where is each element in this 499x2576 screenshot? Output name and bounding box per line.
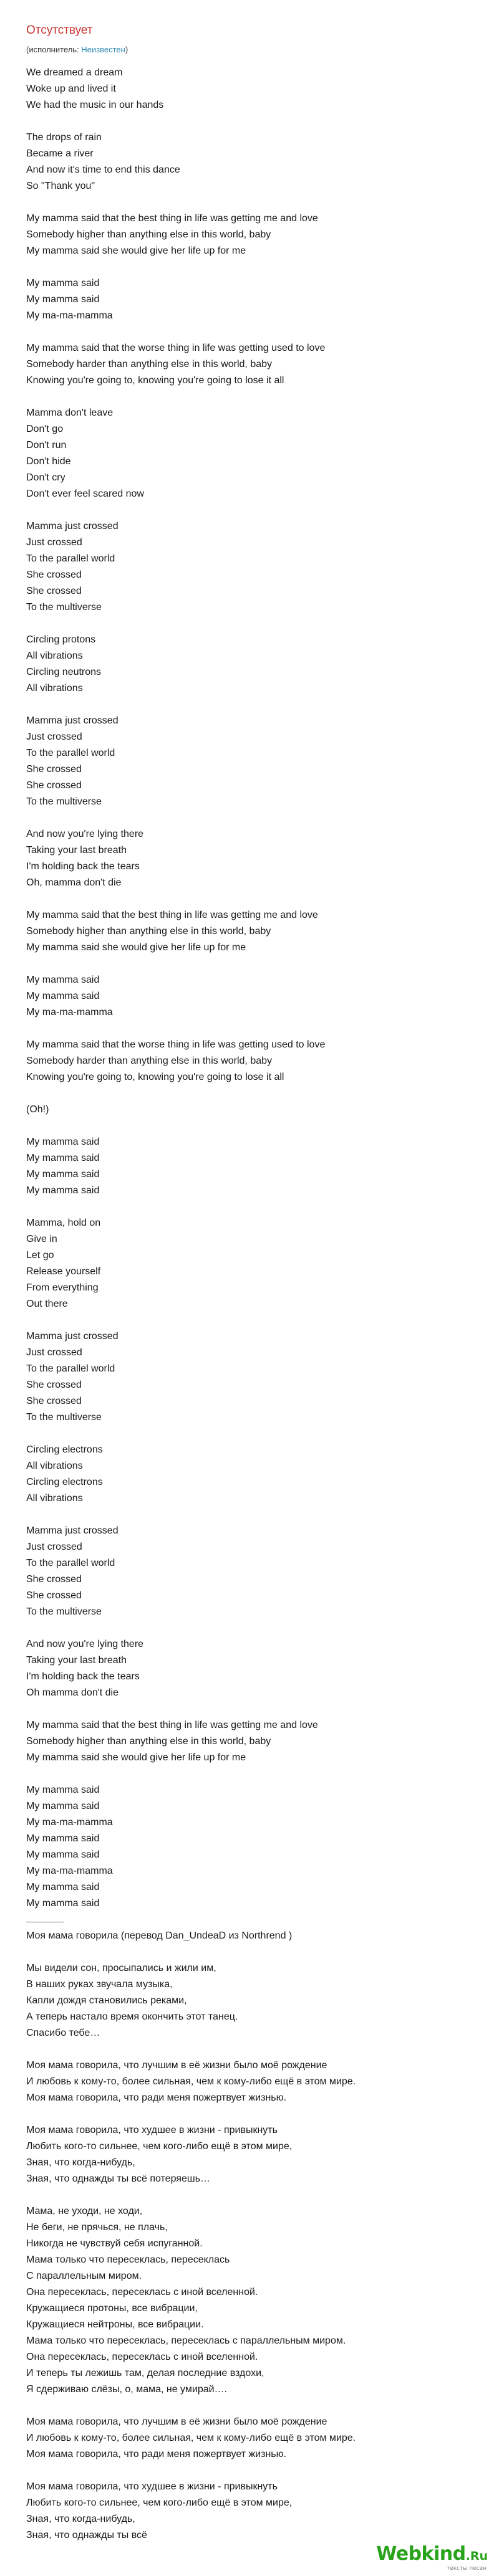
lyric-stanza	[26, 275, 475, 324]
lyric-line: My mamma said	[26, 1153, 100, 1163]
lyric-line: И любовь к кому-то, более сильная, чем к кому-либо ещё в этом мире.	[26, 2433, 356, 2443]
lyric-line: Became a river	[26, 148, 94, 159]
lyric-line: Somebody harder than anything else in this world, baby	[26, 359, 273, 370]
lyric-line: Зная, что когда-нибудь,	[26, 2157, 135, 2168]
lyric-line: My ma-ma-mamma	[26, 1866, 113, 1876]
lyric-line: Somebody higher than anything else in this world, baby	[26, 926, 271, 937]
lyric-line: Mamma, hold on	[26, 1218, 101, 1228]
lyric-line: Моя мама говорила, что ради меня пожертвует жизнью.	[26, 2092, 287, 2103]
footer	[0, 2531, 499, 2576]
lyric-line: And now it's time to end this dance	[26, 165, 180, 175]
lyric-line: (Oh!)	[26, 1104, 49, 1115]
lyric-stanza	[26, 1134, 475, 1199]
lyric-line: To the parallel world	[26, 1363, 115, 1374]
lyric-line: Моя мама говорила, что лучшим в её жизни было моё рождение	[26, 2416, 327, 2427]
lyric-stanza	[26, 972, 475, 1021]
lyric-line: Mamma just crossed	[26, 521, 119, 532]
lyric-line: Моя мама говорила, что лучшим в её жизни было моё рождение	[26, 2060, 327, 2071]
lyric-line: Кружащиеся протоны, все вибрации,	[26, 2303, 198, 2314]
lyric-line: Just crossed	[26, 1542, 82, 1552]
logo-name: Webkind	[376, 2543, 466, 2565]
lyric-line: Я сдерживаю слёзы, о, мама, не умирай….	[26, 2384, 227, 2395]
lyric-line: С параллельным миром.	[26, 2271, 142, 2281]
artist-link[interactable]: Неизвестен	[81, 45, 125, 54]
lyric-line: Никогда не чувствуй себя испуганной.	[26, 2238, 203, 2249]
lyric-line: Circling protons	[26, 634, 96, 645]
lyric-stanza	[26, 713, 475, 810]
lyric-line: Спасибо тебе…	[26, 2028, 100, 2038]
lyric-line: To the multiverse	[26, 602, 102, 613]
lyric-line: Taking your last breath	[26, 845, 127, 856]
lyric-line: She crossed	[26, 1396, 82, 1406]
translation-heading-block	[26, 1928, 475, 1944]
lyric-line: Любить кого-то сильнее, чем кого-либо ещё в этом мире,	[26, 2141, 293, 2152]
lyric-line: She crossed	[26, 586, 82, 596]
lyric-line: To the multiverse	[26, 1606, 102, 1617]
lyric-line: Just crossed	[26, 1347, 82, 1358]
lyric-stanza	[26, 632, 475, 697]
lyric-line: She crossed	[26, 1380, 82, 1390]
lyric-line: Mamma don't leave	[26, 408, 114, 418]
lyric-line: My mamma said that the best thing in life was getting me and love	[26, 1720, 318, 1730]
lyric-line: А теперь настало время окончить этот танец.	[26, 2011, 238, 2022]
lyric-stanza	[26, 211, 475, 259]
translation-stanza	[26, 1960, 475, 2041]
lyric-line: Мама только что пересеклась, пересеклась с параллельным миром.	[26, 2335, 346, 2346]
lyric-line: My ma-ma-mamma	[26, 310, 113, 321]
lyric-line: Мы видели сон, просыпались и жили им,	[26, 1963, 216, 1973]
lyric-line: Мама, не уходи, не ходи,	[26, 2206, 143, 2216]
translation-stanza	[26, 2203, 475, 2398]
lyric-stanza-final	[26, 1782, 475, 1912]
lyric-line: All vibrations	[26, 1493, 83, 1504]
lyric-line: All vibrations	[26, 683, 83, 694]
lyric-line: Knowing you're going to, knowing you're going to lose it all	[26, 375, 284, 386]
lyric-line: Mamma just crossed	[26, 1525, 119, 1536]
lyric-line: Somebody harder than anything else in this world, baby	[26, 1056, 273, 1066]
translation-stanza	[26, 2122, 475, 2187]
lyric-line: Just crossed	[26, 537, 82, 548]
lyric-line: Let go	[26, 1250, 54, 1261]
lyric-line: My mamma said	[26, 991, 100, 1001]
lyric-line: Oh mamma don't die	[26, 1687, 119, 1698]
lyric-line: To the parallel world	[26, 553, 115, 564]
lyric-stanza	[26, 1102, 475, 1118]
lyric-line: Кружащиеся нейтроны, все вибрации.	[26, 2319, 204, 2330]
lyric-stanza	[26, 1523, 475, 1620]
lyric-line: My mamma said she would give her life up for me	[26, 942, 246, 953]
lyric-line: Somebody higher than anything else in this world, baby	[26, 1736, 271, 1747]
lyric-line: She crossed	[26, 764, 82, 775]
lyric-line: I'm holding back the tears	[26, 861, 140, 872]
lyric-line: My mamma said	[26, 1785, 100, 1795]
lyric-line: My mamma said	[26, 1169, 100, 1180]
lyric-line: To the multiverse	[26, 1412, 102, 1423]
lyric-line: My mamma said she would give her life up for me	[26, 1752, 246, 1763]
lyric-line: Капли дождя становились реками,	[26, 1995, 187, 2006]
lyric-line: Circling electrons	[26, 1444, 103, 1455]
lyric-line: Oh, mamma don't die	[26, 877, 122, 888]
lyric-line: Don't go	[26, 424, 64, 434]
lyric-line: Mamma just crossed	[26, 715, 119, 726]
lyric-line: Моя мама говорила, что худшее в жизни - привыкнуть	[26, 2125, 278, 2135]
lyric-line: My mamma said that the best thing in life was getting me and love	[26, 213, 318, 224]
lyric-line: My mamma said	[26, 294, 100, 305]
lyric-line: Зная, что когда-нибудь,	[26, 2514, 135, 2524]
lyric-line: She crossed	[26, 1574, 82, 1585]
lyric-line: My mamma said that the best thing in life was getting me and love	[26, 910, 318, 920]
lyric-line: Мама только что пересеклась, пересеклась	[26, 2254, 230, 2265]
lyric-line: My mamma said	[26, 1185, 100, 1196]
lyric-stanza	[26, 1329, 475, 1426]
lyric-line: Give in	[26, 1234, 57, 1244]
lyric-line: My mamma said	[26, 975, 100, 985]
lyric-line: Не беги, не прячься, не плачь,	[26, 2222, 168, 2233]
translation-stanza	[26, 2058, 475, 2106]
lyric-line: My ma-ma-mamma	[26, 1817, 113, 1828]
lyric-line: Любить кого-то сильнее, чем кого-либо ещё в этом мире,	[26, 2497, 293, 2508]
lyric-stanza	[26, 1636, 475, 1701]
lyric-line: My mamma said that the worse thing in life was getting used to love	[26, 343, 326, 353]
lyric-line: Она пересеклась, пересеклась с иной вселенной.	[26, 2352, 258, 2362]
lyric-stanza	[26, 1717, 475, 1766]
performer-line	[26, 45, 128, 54]
lyric-stanza	[26, 907, 475, 956]
section-divider	[26, 1912, 475, 1928]
lyric-line: She crossed	[26, 1590, 82, 1601]
lyric-line: Зная, что однажды ты всё	[26, 2530, 147, 2540]
lyric-line: All vibrations	[26, 1461, 83, 1471]
performer-suffix: )	[125, 45, 128, 54]
lyric-line: Моя мама говорила, что ради меня пожертвует жизнью.	[26, 2449, 287, 2459]
lyric-line: My mamma said	[26, 1833, 100, 1844]
lyric-line: And now you're lying there	[26, 1639, 144, 1649]
lyric-line: To the parallel world	[26, 748, 115, 758]
lyric-line: We dreamed a dream	[26, 67, 123, 78]
lyric-line: Taking your last breath	[26, 1655, 127, 1666]
lyric-stanza	[26, 340, 475, 389]
lyric-line: Release yourself	[26, 1266, 101, 1277]
lyric-stanza	[26, 826, 475, 891]
lyric-line: My mamma said	[26, 1898, 100, 1909]
lyric-line: Just crossed	[26, 732, 82, 742]
lyric-line: I'm holding back the tears	[26, 1671, 140, 1682]
site-logo[interactable]	[376, 2543, 488, 2572]
lyric-line: From everything	[26, 1282, 99, 1293]
lyric-stanza	[26, 405, 475, 502]
song-title: Отсутствует	[26, 24, 93, 37]
lyric-line: Somebody higher than anything else in this world, baby	[26, 229, 271, 240]
lyric-line: И любовь к кому-то, более сильная, чем к кому-либо ещё в этом мире.	[26, 2076, 356, 2087]
lyric-line: В наших руках звучала музыка,	[26, 1979, 173, 1990]
lyric-line: Mamma just crossed	[26, 1331, 119, 1342]
lyric-line: Out there	[26, 1299, 68, 1309]
lyric-line: Зная, что однажды ты всё потеряешь…	[26, 2173, 211, 2184]
translation-stanza	[26, 2414, 475, 2463]
lyric-line: My mamma said	[26, 1137, 100, 1147]
lyrics-body	[26, 65, 475, 2560]
lyric-line: Circling electrons	[26, 1477, 103, 1487]
lyric-stanza	[26, 130, 475, 194]
logo-tagline: тексты песен	[446, 2565, 487, 2572]
lyric-line: Knowing you're going to, knowing you're going to lose it all	[26, 1072, 284, 1082]
lyric-line: The drops of rain	[26, 132, 102, 143]
lyric-line: Моя мама говорила, что худшее в жизни - привыкнуть	[26, 2481, 278, 2492]
lyric-line: All vibrations	[26, 651, 83, 661]
lyric-line: So "Thank you"	[26, 181, 95, 191]
lyric-line: She crossed	[26, 780, 82, 791]
lyric-line: My mamma said	[26, 1882, 100, 1892]
lyric-line: My mamma said	[26, 1849, 100, 1860]
lyric-line: And now you're lying there	[26, 829, 144, 839]
lyric-line: Circling neutrons	[26, 667, 102, 677]
translation-heading: Моя мама говорила (перевод Dan_UndeaD из Northrend )	[26, 1930, 293, 1941]
lyric-line: Don't run	[26, 440, 67, 451]
lyric-line: Don't cry	[26, 472, 65, 483]
lyric-line: Don't ever feel scared now	[26, 489, 144, 499]
lyric-stanza	[26, 1215, 475, 1312]
lyric-line: My mamma said	[26, 278, 100, 289]
lyric-line: Woke up and lived it	[26, 83, 116, 94]
lyric-line: My mamma said that the worse thing in life was getting used to love	[26, 1039, 326, 1050]
performer-prefix: (исполнитель:	[26, 45, 82, 54]
lyric-line: My ma-ma-mamma	[26, 1007, 113, 1018]
lyric-line: My mamma said she would give her life up for me	[26, 246, 246, 256]
lyric-stanza	[26, 1442, 475, 1507]
lyric-line: We had the music in our hands	[26, 100, 164, 110]
logo-tld: .Ru	[465, 2549, 488, 2563]
lyric-line: И теперь ты лежишь там, делая последние вздохи,	[26, 2368, 264, 2378]
lyric-stanza	[26, 65, 475, 113]
lyric-line: To the parallel world	[26, 1558, 115, 1568]
lyric-line: Она пересеклась, пересеклась с иной вселенной.	[26, 2287, 258, 2297]
lyric-line: Don't hide	[26, 456, 71, 467]
lyric-line: She crossed	[26, 570, 82, 580]
lyric-line: My mamma said	[26, 1801, 100, 1811]
lyric-line: To the multiverse	[26, 796, 102, 807]
lyric-stanza	[26, 1037, 475, 1085]
lyric-stanza	[26, 518, 475, 616]
